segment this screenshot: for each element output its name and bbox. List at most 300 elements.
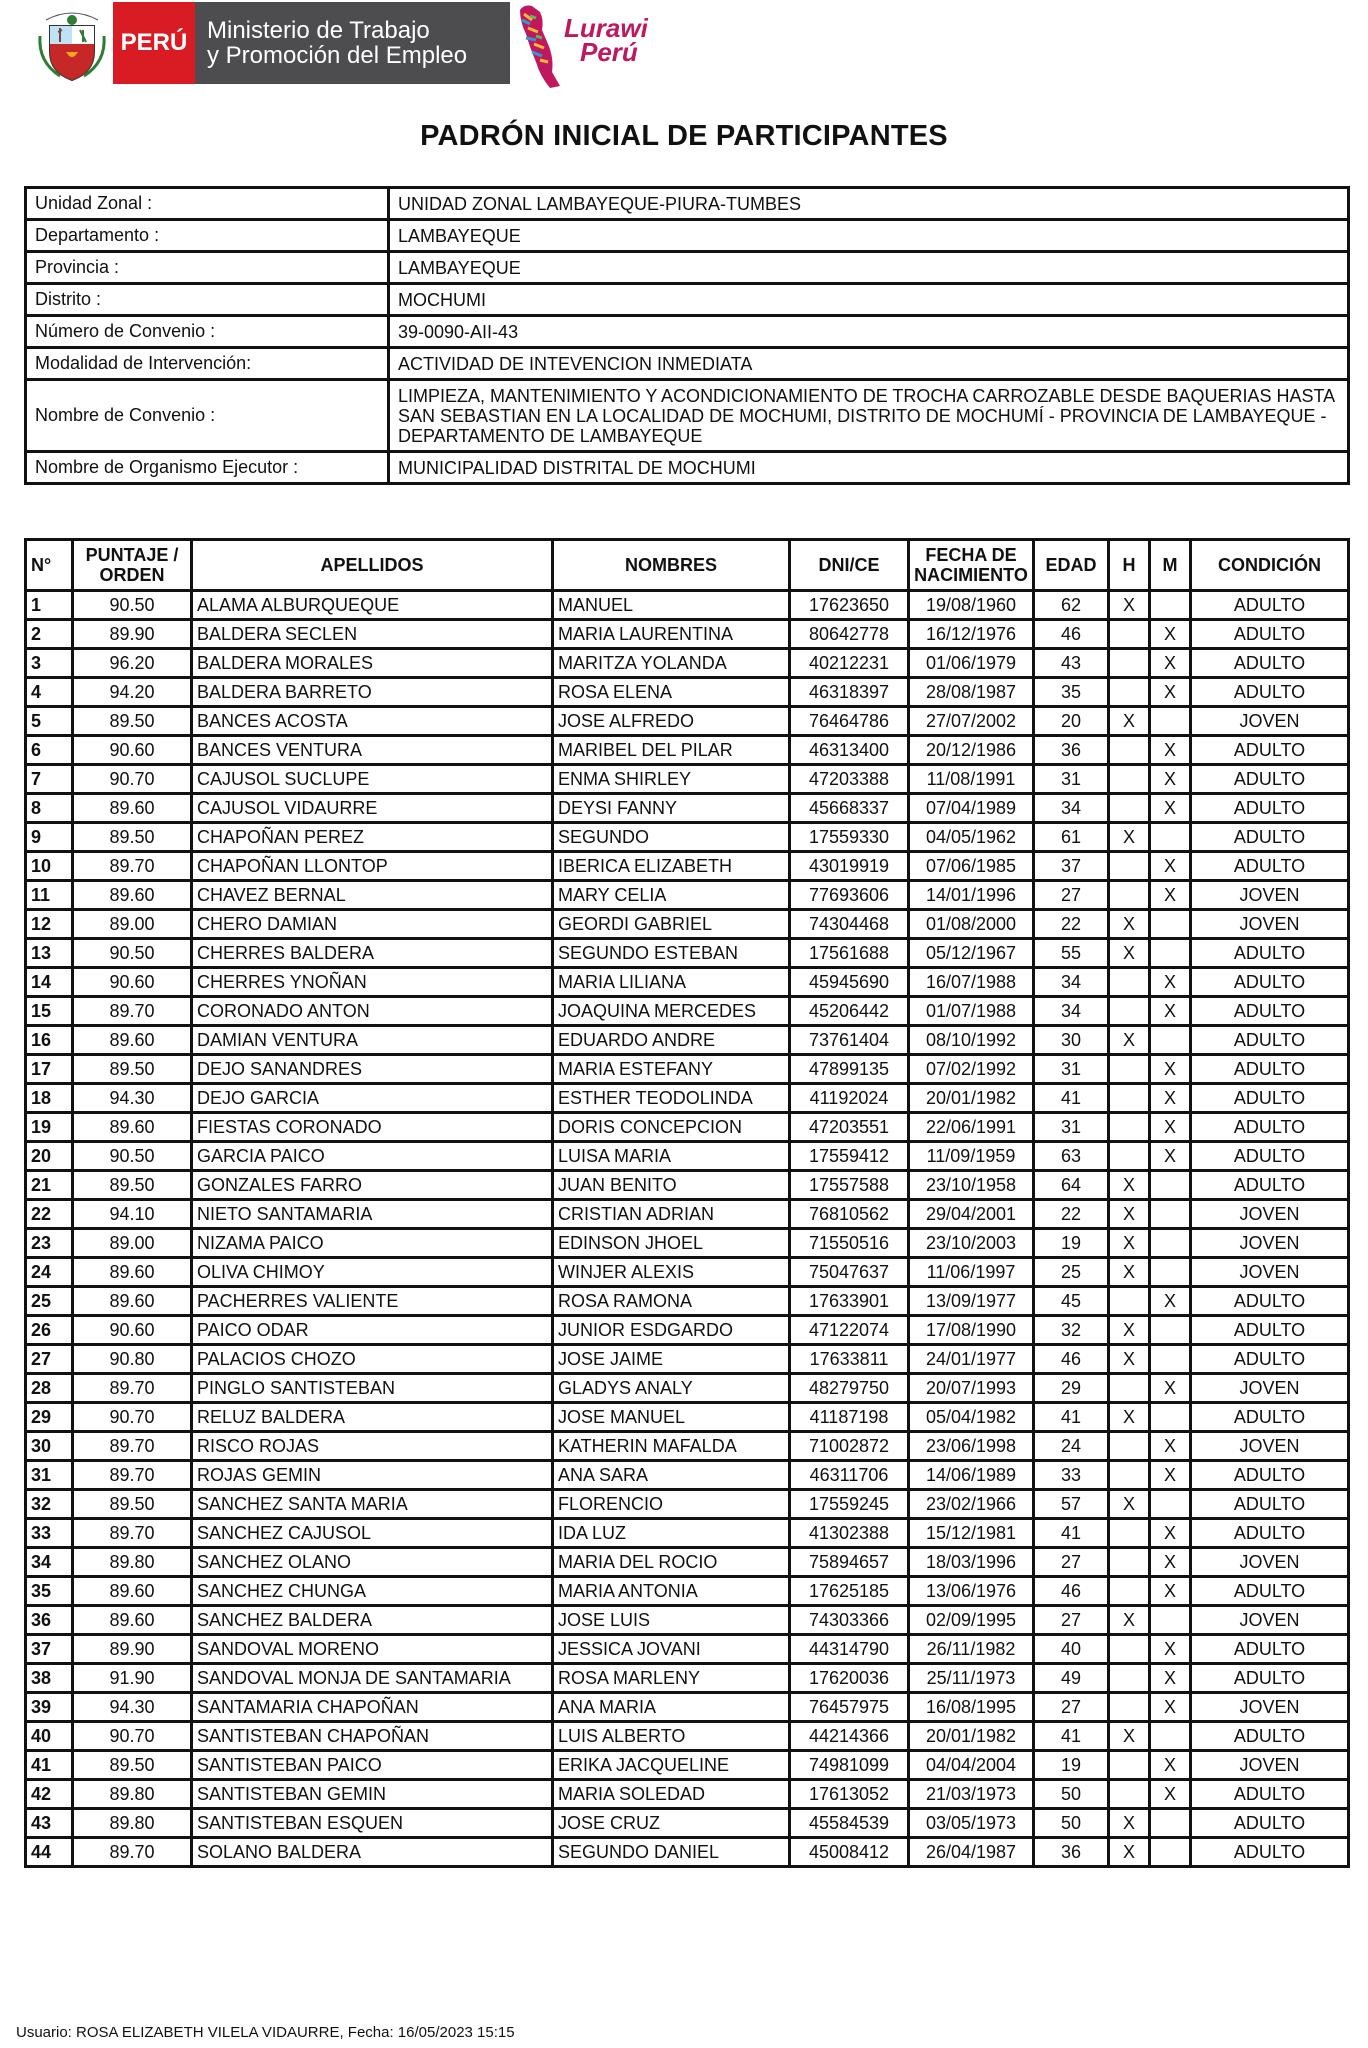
row-number: 36 (26, 1606, 73, 1635)
nombres-cell: MARY CELIA (553, 881, 790, 910)
m-cell: X (1150, 649, 1191, 678)
condicion-cell: ADULTO (1191, 1113, 1349, 1142)
condicion-cell: ADULTO (1191, 1838, 1349, 1867)
condicion-cell: ADULTO (1191, 1722, 1349, 1751)
h-cell: X (1109, 939, 1150, 968)
table-row (26, 1345, 1349, 1374)
apellidos-cell: NIETO SANTAMARIA (192, 1200, 553, 1229)
h-cell (1109, 1751, 1150, 1780)
h-cell (1109, 1113, 1150, 1142)
nombres-cell: IDA LUZ (553, 1519, 790, 1548)
fecha-cell: 20/01/1982 (909, 1084, 1034, 1113)
dni-cell: 76464786 (790, 707, 909, 736)
condicion-cell: ADULTO (1191, 1345, 1349, 1374)
apellidos-cell: SANTISTEBAN ESQUEN (192, 1809, 553, 1838)
condicion-cell: ADULTO (1191, 620, 1349, 649)
puntaje-cell: 89.70 (73, 1519, 192, 1548)
table-row (26, 1200, 1349, 1229)
edad-cell: 22 (1034, 1200, 1109, 1229)
nombres-cell: MARIA LILIANA (553, 968, 790, 997)
edad-cell: 40 (1034, 1635, 1109, 1664)
h-cell: X (1109, 1809, 1150, 1838)
nombres-cell: JOSE MANUEL (553, 1403, 790, 1432)
puntaje-cell: 89.00 (73, 910, 192, 939)
apellidos-cell: DEJO SANANDRES (192, 1055, 553, 1084)
h-cell: X (1109, 1229, 1150, 1258)
fecha-cell: 15/12/1981 (909, 1519, 1034, 1548)
condicion-cell: JOVEN (1191, 1374, 1349, 1403)
dni-cell: 47203388 (790, 765, 909, 794)
nombres-cell: DEYSI FANNY (553, 794, 790, 823)
participants-table (24, 538, 1350, 1868)
condicion-cell: ADULTO (1191, 1142, 1349, 1171)
table-row (26, 707, 1349, 736)
dni-cell: 46318397 (790, 678, 909, 707)
puntaje-cell: 89.60 (73, 1287, 192, 1316)
m-cell (1150, 1171, 1191, 1200)
row-number: 42 (26, 1780, 73, 1809)
edad-cell: 27 (1034, 1693, 1109, 1722)
h-cell: X (1109, 910, 1150, 939)
m-cell (1150, 1809, 1191, 1838)
edad-cell: 41 (1034, 1722, 1109, 1751)
condicion-cell: ADULTO (1191, 1809, 1349, 1838)
nombres-cell: GEORDI GABRIEL (553, 910, 790, 939)
table-row (26, 794, 1349, 823)
table-row (26, 1809, 1349, 1838)
table-row (26, 1606, 1349, 1635)
program-line-1: Lurawi (564, 13, 648, 43)
h-cell (1109, 1664, 1150, 1693)
apellidos-cell: PALACIOS CHOZO (192, 1345, 553, 1374)
row-number: 40 (26, 1722, 73, 1751)
apellidos-cell: SANTISTEBAN PAICO (192, 1751, 553, 1780)
row-number: 2 (26, 620, 73, 649)
h-cell: X (1109, 1403, 1150, 1432)
row-number: 37 (26, 1635, 73, 1664)
table-row (26, 620, 1349, 649)
dni-cell: 41302388 (790, 1519, 909, 1548)
h-cell: X (1109, 1838, 1150, 1867)
apellidos-cell: CORONADO ANTON (192, 997, 553, 1026)
edad-cell: 27 (1034, 1548, 1109, 1577)
dni-cell: 47122074 (790, 1316, 909, 1345)
row-number: 19 (26, 1113, 73, 1142)
m-cell (1150, 1490, 1191, 1519)
info-label: Modalidad de Intervención: (26, 348, 389, 380)
condicion-cell: JOVEN (1191, 881, 1349, 910)
puntaje-cell: 89.50 (73, 1055, 192, 1084)
fecha-cell: 01/06/1979 (909, 649, 1034, 678)
apellidos-cell: BALDERA MORALES (192, 649, 553, 678)
nombres-cell: FLORENCIO (553, 1490, 790, 1519)
m-cell: X (1150, 852, 1191, 881)
table-row (26, 881, 1349, 910)
m-cell (1150, 1606, 1191, 1635)
nombres-cell: GLADYS ANALY (553, 1374, 790, 1403)
puntaje-cell: 89.60 (73, 1606, 192, 1635)
h-cell: X (1109, 823, 1150, 852)
agreement-info-table (24, 186, 1350, 485)
row-number: 9 (26, 823, 73, 852)
puntaje-cell: 89.90 (73, 620, 192, 649)
apellidos-cell: SANCHEZ SANTA MARIA (192, 1490, 553, 1519)
condicion-cell: ADULTO (1191, 939, 1349, 968)
table-row (26, 591, 1349, 620)
nombres-cell: JESSICA JOVANI (553, 1635, 790, 1664)
condicion-cell: JOVEN (1191, 1432, 1349, 1461)
m-cell: X (1150, 1461, 1191, 1490)
dni-cell: 45206442 (790, 997, 909, 1026)
fecha-cell: 26/11/1982 (909, 1635, 1034, 1664)
puntaje-cell: 89.70 (73, 1461, 192, 1490)
fecha-cell: 18/03/1996 (909, 1548, 1034, 1577)
edad-cell: 57 (1034, 1490, 1109, 1519)
puntaje-cell: 90.50 (73, 939, 192, 968)
info-label: Distrito : (26, 284, 389, 316)
nombres-cell: DORIS CONCEPCION (553, 1113, 790, 1142)
edad-cell: 37 (1034, 852, 1109, 881)
fecha-cell: 01/07/1988 (909, 997, 1034, 1026)
nombres-cell: MARITZA YOLANDA (553, 649, 790, 678)
dni-cell: 71550516 (790, 1229, 909, 1258)
h-cell: X (1109, 1606, 1150, 1635)
row-number: 6 (26, 736, 73, 765)
program-name (564, 13, 648, 67)
row-number: 5 (26, 707, 73, 736)
apellidos-cell: GARCIA PAICO (192, 1142, 553, 1171)
fecha-cell: 07/02/1992 (909, 1055, 1034, 1084)
m-cell: X (1150, 794, 1191, 823)
info-row (26, 452, 1349, 484)
condicion-cell: ADULTO (1191, 1780, 1349, 1809)
apellidos-cell: DEJO GARCIA (192, 1084, 553, 1113)
dni-cell: 45008412 (790, 1838, 909, 1867)
info-row (26, 348, 1349, 380)
puntaje-cell: 90.70 (73, 765, 192, 794)
dni-cell: 17620036 (790, 1664, 909, 1693)
row-number: 26 (26, 1316, 73, 1345)
m-cell (1150, 1838, 1191, 1867)
row-number: 13 (26, 939, 73, 968)
dni-cell: 47203551 (790, 1113, 909, 1142)
apellidos-cell: BALDERA BARRETO (192, 678, 553, 707)
m-cell (1150, 1229, 1191, 1258)
puntaje-cell: 89.50 (73, 707, 192, 736)
nombres-cell: JOAQUINA MERCEDES (553, 997, 790, 1026)
condicion-cell: ADULTO (1191, 1316, 1349, 1345)
h-cell (1109, 852, 1150, 881)
condicion-cell: ADULTO (1191, 1461, 1349, 1490)
dni-cell: 71002872 (790, 1432, 909, 1461)
h-cell (1109, 1693, 1150, 1722)
puntaje-cell: 89.70 (73, 852, 192, 881)
fecha-cell: 24/01/1977 (909, 1345, 1034, 1374)
row-number: 3 (26, 649, 73, 678)
fecha-cell: 22/06/1991 (909, 1113, 1034, 1142)
dni-cell: 76457975 (790, 1693, 909, 1722)
condicion-cell: ADULTO (1191, 1664, 1349, 1693)
m-cell: X (1150, 678, 1191, 707)
m-cell: X (1150, 1055, 1191, 1084)
dni-cell: 41192024 (790, 1084, 909, 1113)
dni-cell: 74303366 (790, 1606, 909, 1635)
puntaje-cell: 89.70 (73, 997, 192, 1026)
edad-cell: 31 (1034, 1113, 1109, 1142)
h-cell (1109, 1432, 1150, 1461)
row-number: 32 (26, 1490, 73, 1519)
puntaje-cell: 94.30 (73, 1693, 192, 1722)
info-row (26, 188, 1349, 220)
info-row (26, 252, 1349, 284)
table-row (26, 1055, 1349, 1084)
dni-cell: 48279750 (790, 1374, 909, 1403)
nombres-cell: MARIA LAURENTINA (553, 620, 790, 649)
dni-cell: 76810562 (790, 1200, 909, 1229)
h-cell: X (1109, 591, 1150, 620)
m-cell: X (1150, 1287, 1191, 1316)
fecha-cell: 27/07/2002 (909, 707, 1034, 736)
m-cell: X (1150, 1113, 1191, 1142)
nombres-cell: JUAN BENITO (553, 1171, 790, 1200)
table-row (26, 1316, 1349, 1345)
condicion-cell: JOVEN (1191, 1200, 1349, 1229)
apellidos-cell: NIZAMA PAICO (192, 1229, 553, 1258)
row-number: 15 (26, 997, 73, 1026)
dni-cell: 44214366 (790, 1722, 909, 1751)
ministry-line-2: y Promoción del Empleo (207, 42, 468, 69)
edad-cell: 45 (1034, 1287, 1109, 1316)
fecha-cell: 03/05/1973 (909, 1809, 1034, 1838)
edad-cell: 41 (1034, 1084, 1109, 1113)
info-value: LIMPIEZA, MANTENIMIENTO Y ACONDICIONAMIENTO DE TROCHA CARROZABLE DESDE BAQUERIAS HASTA SAN SEBASTIAN EN LA LOCALIDAD DE MOCHUMI, DISTRITO DE MOCHUMÍ - PROVINCIA DE LAMBAYEQUE - DEPARTAMENTO DE LAMBAYEQUE (389, 380, 1349, 452)
table-row (26, 765, 1349, 794)
row-number: 22 (26, 1200, 73, 1229)
table-row (26, 1258, 1349, 1287)
row-number: 12 (26, 910, 73, 939)
table-row (26, 1432, 1349, 1461)
apellidos-cell: SANCHEZ CHUNGA (192, 1577, 553, 1606)
edad-cell: 64 (1034, 1171, 1109, 1200)
nombres-cell: MANUEL (553, 591, 790, 620)
table-row (26, 1519, 1349, 1548)
page-header (36, 0, 736, 90)
puntaje-cell: 90.60 (73, 736, 192, 765)
h-cell (1109, 1287, 1150, 1316)
row-number: 35 (26, 1577, 73, 1606)
condicion-cell: ADULTO (1191, 1577, 1349, 1606)
apellidos-cell: SOLANO BALDERA (192, 1838, 553, 1867)
puntaje-cell: 90.50 (73, 591, 192, 620)
fecha-cell: 16/08/1995 (909, 1693, 1034, 1722)
apellidos-cell: BANCES ACOSTA (192, 707, 553, 736)
puntaje-cell: 89.80 (73, 1809, 192, 1838)
apellidos-cell: SANCHEZ CAJUSOL (192, 1519, 553, 1548)
info-value: 39-0090-AII-43 (389, 316, 1349, 348)
table-row (26, 649, 1349, 678)
h-cell (1109, 620, 1150, 649)
h-cell: X (1109, 1316, 1150, 1345)
m-cell: X (1150, 1751, 1191, 1780)
table-row (26, 1142, 1349, 1171)
table-row (26, 1374, 1349, 1403)
fecha-cell: 14/01/1996 (909, 881, 1034, 910)
dni-cell: 17633901 (790, 1287, 909, 1316)
nombres-cell: MARIA SOLEDAD (553, 1780, 790, 1809)
table-row (26, 1780, 1349, 1809)
m-cell (1150, 707, 1191, 736)
condicion-cell: JOVEN (1191, 707, 1349, 736)
row-number: 44 (26, 1838, 73, 1867)
nombres-cell: SEGUNDO (553, 823, 790, 852)
condicion-cell: ADULTO (1191, 823, 1349, 852)
nombres-cell: MARIA DEL ROCIO (553, 1548, 790, 1577)
puntaje-cell: 90.70 (73, 1403, 192, 1432)
nombres-cell: EDUARDO ANDRE (553, 1026, 790, 1055)
edad-cell: 34 (1034, 794, 1109, 823)
edad-cell: 29 (1034, 1374, 1109, 1403)
table-row (26, 939, 1349, 968)
edad-cell: 32 (1034, 1316, 1109, 1345)
row-number: 1 (26, 591, 73, 620)
nombres-cell: EDINSON JHOEL (553, 1229, 790, 1258)
h-cell (1109, 1780, 1150, 1809)
apellidos-cell: CHERO DAMIAN (192, 910, 553, 939)
row-number: 28 (26, 1374, 73, 1403)
m-cell (1150, 910, 1191, 939)
table-row (26, 968, 1349, 997)
nombres-cell: JOSE JAIME (553, 1345, 790, 1374)
puntaje-cell: 89.90 (73, 1635, 192, 1664)
info-value: LAMBAYEQUE (389, 220, 1349, 252)
table-row (26, 1287, 1349, 1316)
condicion-cell: ADULTO (1191, 1490, 1349, 1519)
m-cell (1150, 1722, 1191, 1751)
m-cell: X (1150, 1664, 1191, 1693)
table-row (26, 678, 1349, 707)
fecha-cell: 05/04/1982 (909, 1403, 1034, 1432)
fecha-cell: 25/11/1973 (909, 1664, 1034, 1693)
row-number: 7 (26, 765, 73, 794)
apellidos-cell: CHAVEZ BERNAL (192, 881, 553, 910)
h-cell: X (1109, 1722, 1150, 1751)
info-label: Número de Convenio : (26, 316, 389, 348)
dni-cell: 77693606 (790, 881, 909, 910)
table-row (26, 823, 1349, 852)
dni-cell: 17625185 (790, 1577, 909, 1606)
nombres-cell: CRISTIAN ADRIAN (553, 1200, 790, 1229)
info-label: Unidad Zonal : (26, 188, 389, 220)
h-cell (1109, 1548, 1150, 1577)
row-number: 41 (26, 1751, 73, 1780)
h-cell (1109, 794, 1150, 823)
row-number: 27 (26, 1345, 73, 1374)
puntaje-cell: 94.30 (73, 1084, 192, 1113)
fecha-cell: 19/08/1960 (909, 591, 1034, 620)
table-row (26, 1171, 1349, 1200)
condicion-cell: ADULTO (1191, 1171, 1349, 1200)
nombres-cell: ANA MARIA (553, 1693, 790, 1722)
fecha-cell: 04/05/1962 (909, 823, 1034, 852)
edad-cell: 22 (1034, 910, 1109, 939)
edad-cell: 20 (1034, 707, 1109, 736)
dni-cell: 17633811 (790, 1345, 909, 1374)
apellidos-cell: SANTISTEBAN CHAPOÑAN (192, 1722, 553, 1751)
table-row (26, 1113, 1349, 1142)
fecha-cell: 29/04/2001 (909, 1200, 1034, 1229)
puntaje-cell: 89.60 (73, 1026, 192, 1055)
m-cell: X (1150, 620, 1191, 649)
fecha-cell: 20/12/1986 (909, 736, 1034, 765)
fecha-cell: 23/10/1958 (909, 1171, 1034, 1200)
table-row (26, 1084, 1349, 1113)
dni-cell: 74304468 (790, 910, 909, 939)
dni-cell: 40212231 (790, 649, 909, 678)
m-cell (1150, 1316, 1191, 1345)
edad-cell: 55 (1034, 939, 1109, 968)
condicion-cell: ADULTO (1191, 1635, 1349, 1664)
fecha-cell: 08/10/1992 (909, 1026, 1034, 1055)
program-line-2: Perú (580, 37, 638, 67)
puntaje-cell: 89.70 (73, 1374, 192, 1403)
apellidos-cell: SANCHEZ BALDERA (192, 1606, 553, 1635)
info-row (26, 220, 1349, 252)
edad-cell: 62 (1034, 591, 1109, 620)
h-cell (1109, 997, 1150, 1026)
edad-cell: 25 (1034, 1258, 1109, 1287)
puntaje-cell: 94.10 (73, 1200, 192, 1229)
dni-cell: 44314790 (790, 1635, 909, 1664)
h-cell (1109, 678, 1150, 707)
fecha-cell: 23/06/1998 (909, 1432, 1034, 1461)
dni-cell: 75894657 (790, 1548, 909, 1577)
row-number: 38 (26, 1664, 73, 1693)
h-cell (1109, 1519, 1150, 1548)
row-number: 14 (26, 968, 73, 997)
puntaje-cell: 89.60 (73, 1258, 192, 1287)
m-cell (1150, 939, 1191, 968)
fecha-cell: 14/06/1989 (909, 1461, 1034, 1490)
edad-cell: 46 (1034, 620, 1109, 649)
nombres-cell: ROSA MARLENY (553, 1664, 790, 1693)
m-cell: X (1150, 1374, 1191, 1403)
m-cell: X (1150, 968, 1191, 997)
h-cell: X (1109, 1026, 1150, 1055)
m-cell: X (1150, 997, 1191, 1026)
fecha-cell: 07/06/1985 (909, 852, 1034, 881)
apellidos-cell: SANTAMARIA CHAPOÑAN (192, 1693, 553, 1722)
fecha-cell: 17/08/1990 (909, 1316, 1034, 1345)
edad-cell: 35 (1034, 678, 1109, 707)
apellidos-cell: GONZALES FARRO (192, 1171, 553, 1200)
edad-cell: 61 (1034, 823, 1109, 852)
edad-cell: 43 (1034, 649, 1109, 678)
row-number: 8 (26, 794, 73, 823)
info-value: MUNICIPALIDAD DISTRITAL DE MOCHUMI (389, 452, 1349, 484)
edad-cell: 34 (1034, 968, 1109, 997)
apellidos-cell: OLIVA CHIMOY (192, 1258, 553, 1287)
fecha-cell: 04/04/2004 (909, 1751, 1034, 1780)
dni-cell: 73761404 (790, 1026, 909, 1055)
apellidos-cell: SANDOVAL MORENO (192, 1635, 553, 1664)
edad-cell: 41 (1034, 1519, 1109, 1548)
table-row (26, 736, 1349, 765)
row-number: 4 (26, 678, 73, 707)
condicion-cell: ADULTO (1191, 736, 1349, 765)
fecha-cell: 11/08/1991 (909, 765, 1034, 794)
table-row (26, 1229, 1349, 1258)
puntaje-cell: 89.50 (73, 823, 192, 852)
